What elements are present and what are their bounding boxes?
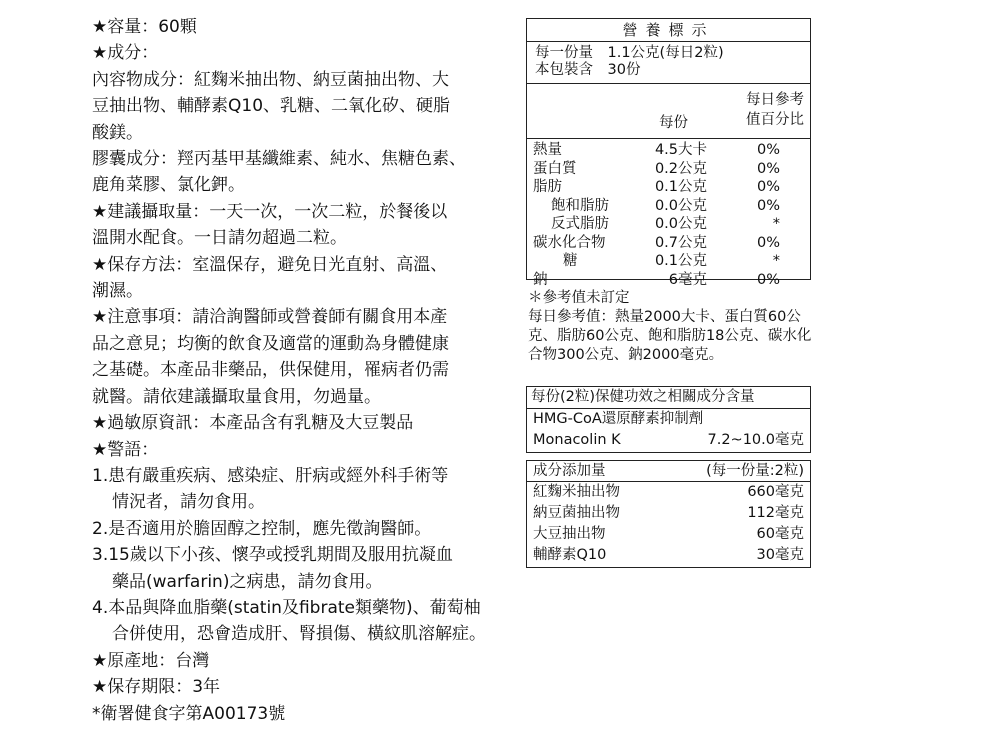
info-line: ★過敏原資訊：本產品含有乳糖及大豆製品 [92, 413, 414, 434]
info-line: ★保存方法：室溫保存，避免日光直射、高溫、 [92, 254, 448, 275]
nutrient-name: 蛋白質 [533, 160, 577, 177]
nutrient-value: 0.1公克 [654, 179, 707, 195]
nutrient-name: 飽和脂肪 [551, 197, 609, 214]
nutrient-name: 熱量 [533, 142, 562, 158]
info-line: 內容物成分：紅麴米抽出物、納豆菌抽出物、大 [92, 69, 449, 90]
info-line: 豆抽出物、輔酵素Q10、乳糖、二氧化矽、硬脂 [92, 96, 451, 117]
nutrient-value: 0.2公克 [654, 160, 707, 177]
nutrition-column-header [527, 84, 810, 139]
functional-item-value: 7.2~10.0毫克 [707, 432, 804, 448]
additive-value: 60毫克 [756, 526, 804, 542]
additive-row [527, 503, 810, 524]
nutrition-footnote [528, 289, 818, 365]
functional-ingredient-table [526, 386, 811, 453]
info-line: ★原產地：台灣 [92, 650, 210, 671]
servings-per-package: 本包裝含 30份 [535, 62, 641, 78]
additive-row [527, 482, 810, 503]
nutrition-row [527, 141, 810, 160]
info-line: 鹿角菜膠、氯化鉀。 [92, 175, 245, 196]
functional-header: 每份(2粒)保健功效之相關成分含量 [527, 387, 810, 409]
info-line: ★注意事項：請洽詢醫師或營養師有關食用本產 [92, 307, 448, 328]
nutrient-value: 0.7公克 [654, 234, 707, 251]
additive-row [527, 545, 810, 566]
serving-info [527, 42, 810, 84]
nutrient-name: 糖 [563, 253, 578, 269]
info-line: 4.本品與降血脂藥(statin及fibrate類藥物)、葡萄柚 [92, 597, 481, 618]
nutrient-daily-percent: 0% [756, 179, 780, 195]
info-line: 情況者，請勿食用。 [112, 492, 265, 513]
footnote-asterisk: ＊參考值未訂定 [528, 290, 630, 306]
info-line: 1.患有嚴重疾病、感染症、肝病或經外科手術等 [92, 465, 449, 486]
nutrition-row [527, 197, 810, 216]
info-line: ★成分： [92, 43, 159, 64]
info-line: 藥品(warfarin)之病患，請勿食用。 [112, 571, 383, 592]
nutrition-row [527, 271, 810, 290]
additive-rows [527, 482, 810, 566]
additive-value: 112毫克 [747, 505, 804, 521]
nutrient-name: 鈉 [533, 271, 548, 288]
per-serving-header: 每份 [659, 115, 688, 131]
serving-size: 每一份量 1.1公克(每日2粒) [535, 45, 724, 61]
info-line: 潮濕。 [92, 281, 143, 302]
additive-amount-table [526, 460, 811, 568]
nutrient-name: 反式脂肪 [551, 216, 609, 232]
product-info-text [92, 14, 510, 727]
functional-item [527, 430, 810, 451]
nutrient-value: 0.1公克 [654, 253, 707, 269]
nutrition-row [527, 160, 810, 179]
nutrient-daily-percent: 0% [756, 234, 780, 251]
info-line: 膠囊成分：羥丙基甲基纖維素、純水、焦糖色素、 [92, 149, 466, 170]
nutrient-daily-percent: * [772, 216, 780, 232]
nutrient-daily-percent: 0% [756, 271, 780, 288]
additive-value: 660毫克 [747, 484, 804, 500]
nutrient-name: 碳水化合物 [533, 234, 606, 251]
info-line: ★建議攝取量：一天一次，一次二粒，於餐後以 [92, 201, 448, 222]
nutrient-daily-percent: 0% [756, 160, 780, 177]
info-line: 合併使用，恐會造成肝、腎損傷、橫紋肌溶解症。 [112, 624, 486, 645]
nutrient-value: 0.0公克 [654, 216, 707, 232]
info-line: 就醫。請依建議攝取量食用，勿過量。 [92, 386, 381, 407]
info-line: 2.是否適用於膽固醇之控制，應先徵詢醫師。 [92, 518, 432, 539]
nutrition-rows [527, 139, 810, 289]
nutrition-facts-table [526, 18, 811, 288]
nutrient-daily-percent: 0% [756, 197, 780, 214]
info-line: 之基礎。本產品非藥品，供保健用，罹病者仍需 [92, 360, 449, 381]
info-line: 3.15歲以下小孩、懷孕或授乳期間及服用抗凝血 [92, 545, 453, 566]
nutrient-value: 4.5大卡 [654, 142, 707, 158]
info-line: 酸鎂。 [92, 122, 143, 143]
info-line: ★警語： [92, 439, 159, 460]
additive-name: 輔酵素Q10 [533, 547, 607, 563]
additive-name: 大豆抽出物 [533, 526, 606, 542]
nutrition-row [527, 215, 810, 234]
nutrient-name: 脂肪 [533, 179, 562, 195]
info-line: *衛署健食字第A00173號 [92, 703, 286, 724]
info-line: 溫開水配食。一日請勿超過二粒。 [92, 228, 347, 249]
nutrition-row [527, 178, 810, 197]
info-line: ★保存期限：3年 [92, 677, 221, 698]
daily-value-header: 每日參考 值百分比 [746, 92, 804, 128]
additive-value: 30毫克 [756, 547, 804, 563]
additive-name: 納豆菌抽出物 [533, 505, 620, 521]
nutrient-daily-percent: 0% [756, 142, 780, 158]
nutrition-row [527, 252, 810, 271]
nutrient-daily-percent: * [772, 253, 780, 269]
functional-item-name: Monacolin K [533, 432, 621, 448]
nutrient-value: 6毫克 [668, 271, 707, 288]
nutrition-row [527, 234, 810, 253]
nutrition-title: 營養標示 [527, 19, 810, 42]
info-line: 品之意見；均衡的飲食及適當的運動為身體健康 [92, 333, 449, 354]
nutrient-value: 0.0公克 [654, 197, 707, 214]
additive-header: 成分添加量 (每一份量:2粒) [527, 461, 810, 482]
functional-category: HMG-CoA還原酵素抑制劑 [533, 411, 704, 427]
footnote-daily-reference: 每日參考值：熱量2000大卡、蛋白質60公克、脂肪60公克、飽和脂肪18公克、碳水化合物300公克、鈉2000毫克。 [528, 309, 812, 363]
additive-name: 紅麴米抽出物 [533, 484, 620, 500]
additive-row [527, 524, 810, 545]
info-line: ★容量：60顆 [92, 17, 197, 37]
